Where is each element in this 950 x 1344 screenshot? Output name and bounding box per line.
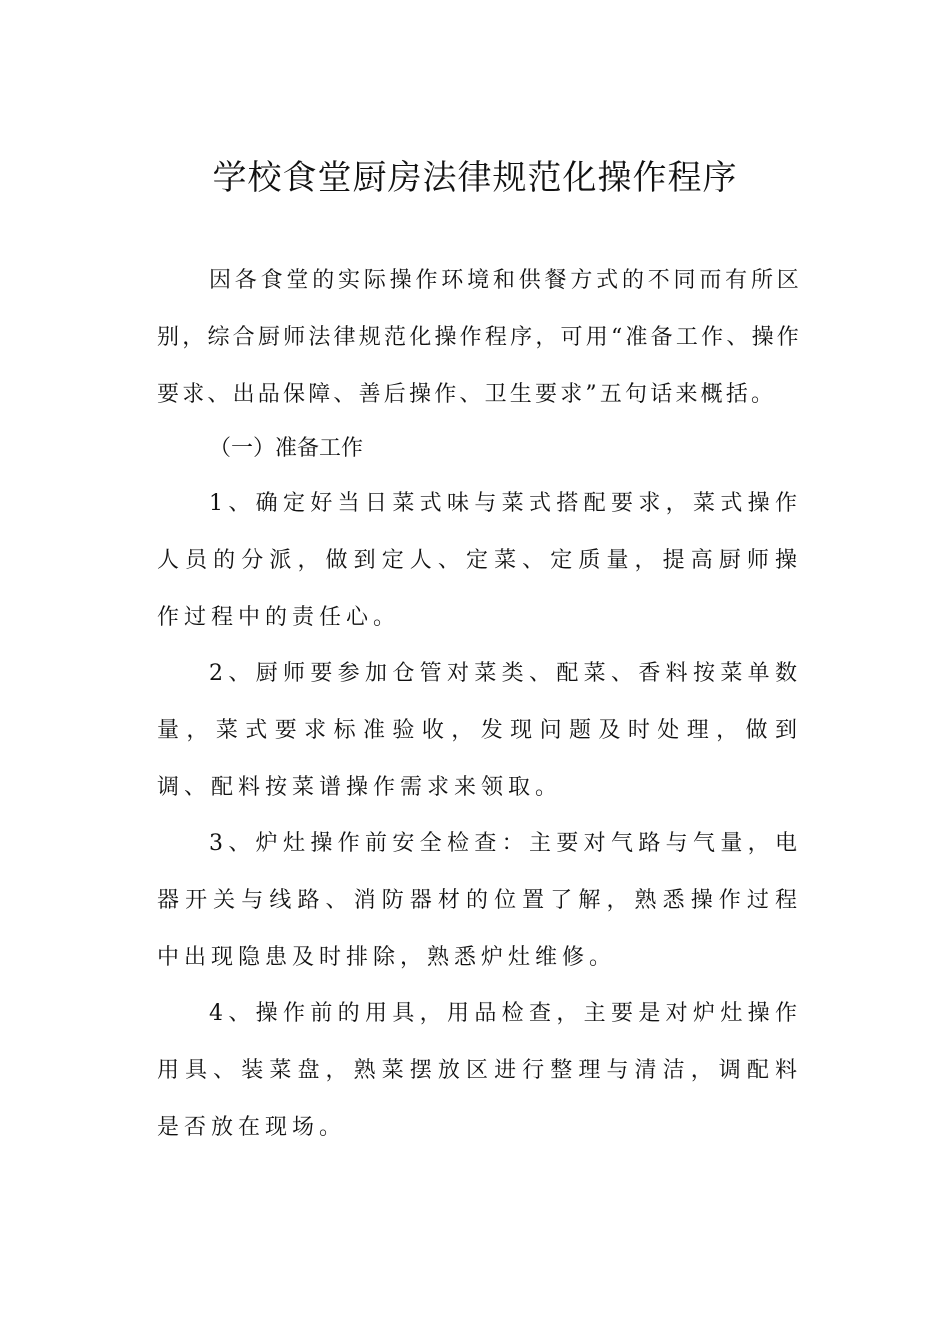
item-block-3 (157, 815, 802, 986)
intro-block (157, 252, 802, 423)
list-item: 4、操作前的用具，用品检查，主要是对炉灶操作用具、装菜盘，熟菜摆放区进行整理与清洁，调配料是否放在现场。 (157, 1001, 802, 1140)
list-item: 1、确定好当日菜式味与菜式搭配要求，菜式操作人员的分派，做到定人、定菜、定质量，提高厨师操作过程中的责任心。 (157, 491, 802, 630)
document-title: 学校食堂厨房法律规范化操作程序 (212, 158, 738, 198)
section-heading: （一）准备工作 (209, 436, 364, 461)
item-block-2 (157, 645, 802, 816)
intro-paragraph: 因各食堂的实际操作环境和供餐方式的不同而有所区别，综合厨师法律规范化操作程序，可用“准备工作、操作要求、出品保障、善后操作、卫生要求”五句话来概括。 (157, 268, 802, 407)
list-item: 3、炉灶操作前安全检查：主要对气路与气量，电器开关与线路、消防器材的位置了解，熟悉操作过程中出现隐患及时排除，熟悉炉灶维修。 (157, 831, 802, 970)
item-block-4 (157, 985, 802, 1156)
list-item: 2、厨师要参加仓管对菜类、配菜、香料按菜单数量，菜式要求标准验收，发现问题及时处理，做到调、配料按菜谱操作需求来领取。 (157, 661, 802, 800)
section-heading-block (157, 420, 802, 477)
item-block-1 (157, 475, 802, 646)
